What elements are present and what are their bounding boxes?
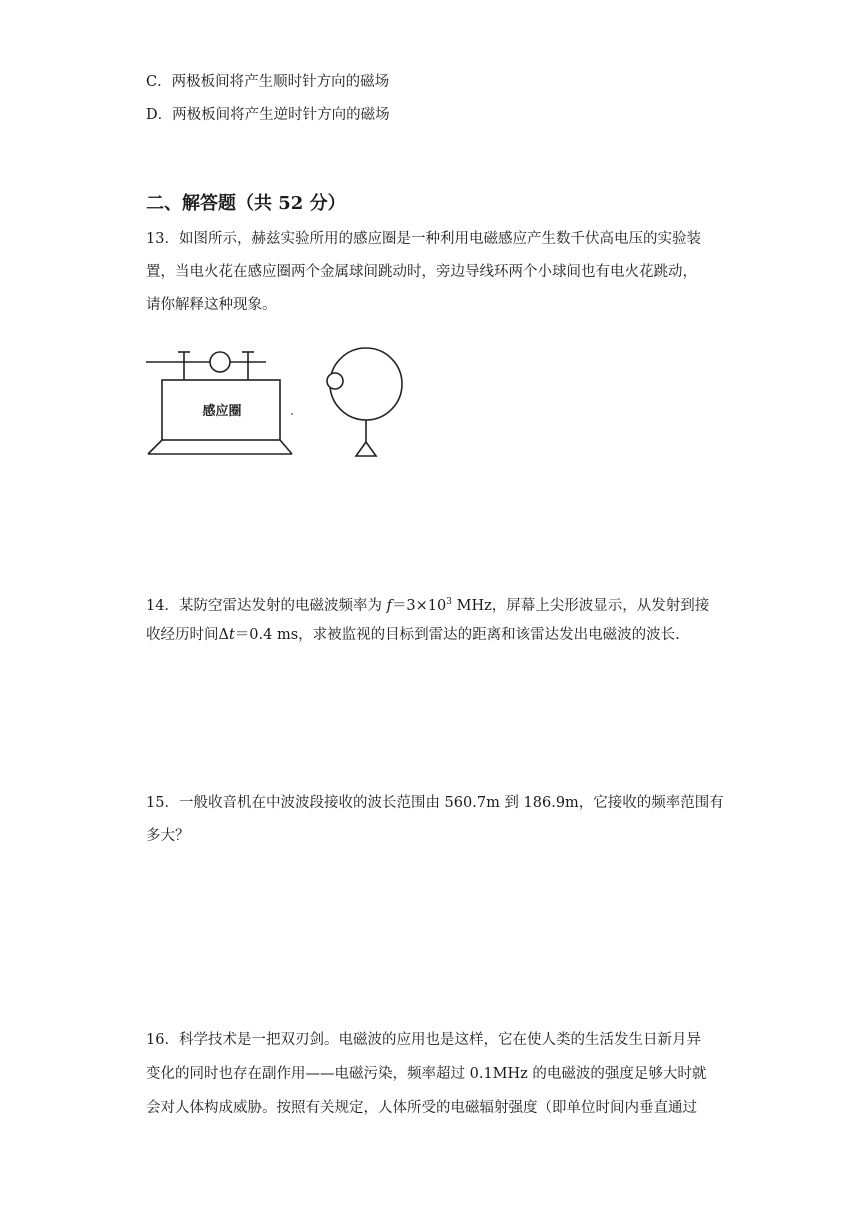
- q14-text-e: ＝0.4 ms，求被监视的目标到雷达的距离和该雷达发出电磁波的波长.: [234, 627, 680, 643]
- q16-line-1: 16．科学技术是一把双刃剑。电磁波的应用也是这样，它在使人类的生活发生日新月异: [146, 1032, 701, 1048]
- q14-line-1: [146, 592, 709, 616]
- q15-line-2: 多大？: [146, 828, 190, 844]
- option-d: D．两极板间将产生逆时针方向的磁场: [146, 107, 390, 123]
- q14-symbol-t: t: [228, 627, 235, 643]
- q14-exponent: 3: [446, 597, 452, 607]
- coil-base-right: [280, 440, 292, 454]
- q14-text-b: ＝3×10: [391, 598, 447, 614]
- q14-symbol-f: f: [386, 598, 392, 614]
- q14-line-2: [146, 625, 680, 645]
- coil-base-left: [148, 440, 162, 454]
- ring-stand-base: [356, 442, 376, 456]
- q13-line-3: 请你解释这种现象。: [146, 297, 277, 313]
- spark-ball: [210, 352, 230, 372]
- section-title: 二、解答题（共 52 分）: [146, 193, 346, 214]
- q16-line-3: 会对人体构成威胁。按照有关规定，人体所受的电磁辐射强度（即单位时间内垂直通过: [146, 1100, 697, 1116]
- option-c: C．两极板间将产生顺时针方向的磁场: [146, 74, 390, 90]
- induction-coil-figure: [140, 342, 420, 462]
- q14-text-d: 收经历时间Δ: [146, 627, 229, 643]
- ring-small-ball: [327, 373, 343, 389]
- q15-line-1: 15．一般收音机在中波波段接收的波长范围由 560.7m 到 186.9m，它接收的频率范围有: [146, 795, 724, 811]
- q16-line-2: 变化的同时也存在副作用——电磁污染，频率超过 0.1MHz 的电磁波的强度足够大时就: [146, 1066, 707, 1082]
- coil-label: 感应圈: [202, 403, 242, 418]
- q14-text-a: 14．某防空雷达发射的电磁波频率为: [146, 598, 387, 614]
- q13-line-2: 置，当电火花在感应圈两个金属球间跳动时，旁边导线环两个小球间也有电火花跳动，: [146, 264, 697, 280]
- q14-text-c: MHz，屏幕上尖形波显示，从发射到接: [452, 598, 710, 614]
- q13-line-1: 13．如图所示，赫兹实验所用的感应圈是一种利用电磁感应产生数千伏高电压的实验装: [146, 231, 701, 247]
- dot-mark: [291, 413, 293, 415]
